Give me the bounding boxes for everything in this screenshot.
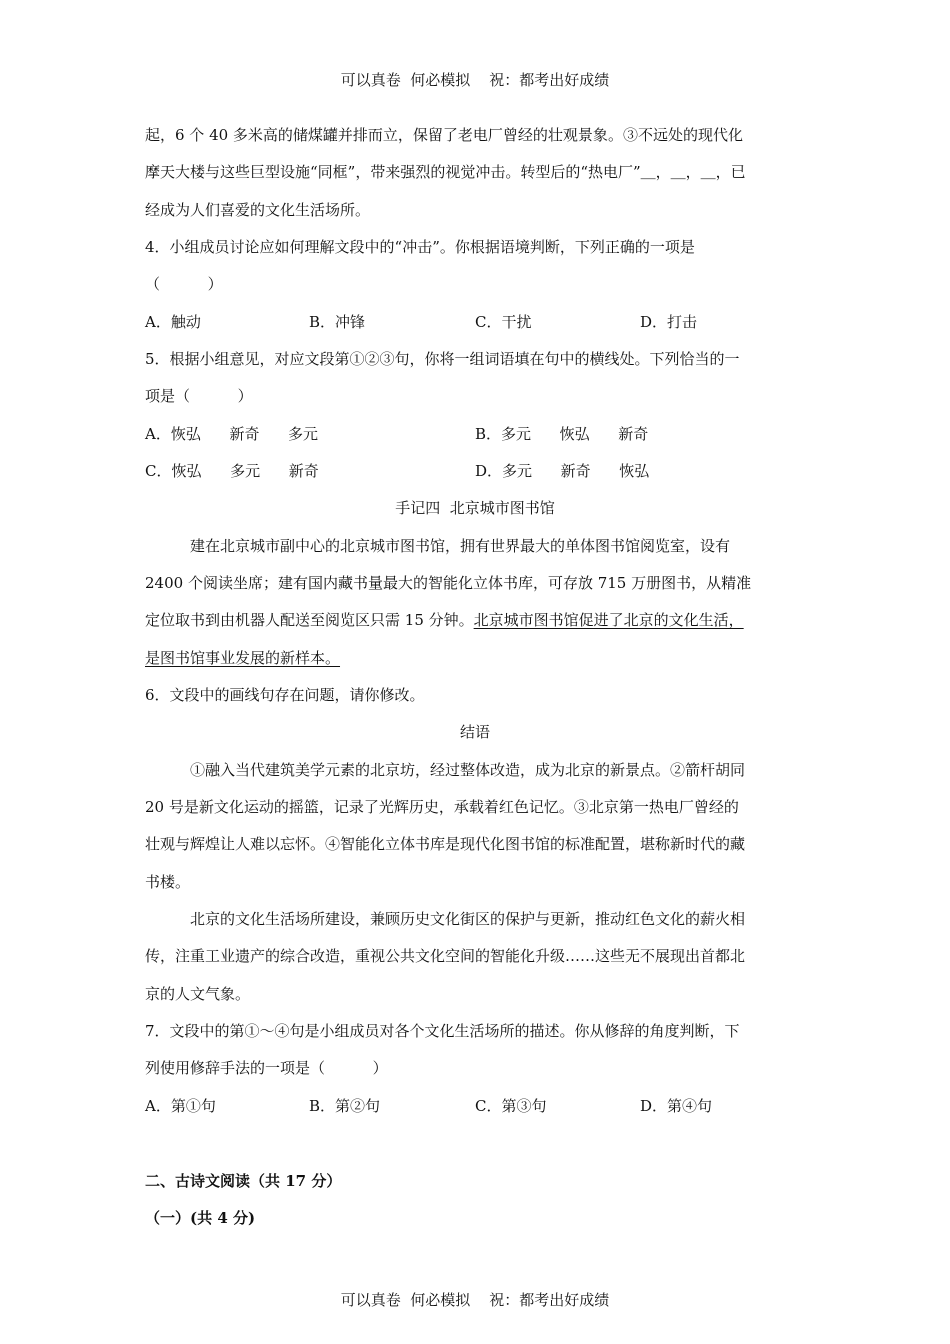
paragraph-line: 壮观与辉煌让人难以忘怀。④智能化立体书库是现代化图书馆的标准配置，堪称新时代的藏 (145, 835, 746, 853)
question-4-stem: 4．小组成员讨论应如何理解文段中的“冲击”。你根据语境判断，下列正确的一项是 (145, 238, 695, 256)
q5-option-c: C．恢弘 多元 新奇 (145, 462, 319, 480)
question-6: 6．文段中的画线句存在问题，请你修改。 (145, 686, 425, 704)
paragraph-line: 起，6 个 40 多米高的储煤罐并排而立，保留了老电厂曾经的壮观景象。③不远处的现代化 (145, 126, 743, 144)
paragraph-line: ①融入当代建筑美学元素的北京坊，经过整体改造，成为北京的新景点。②箭杆胡同 (190, 761, 746, 779)
question-5-stem: 5．根据小组意见，对应文段第①②③句，你将一组词语填在句中的横线处。下列恰当的一 (145, 350, 740, 368)
question-7-stem: 7．文段中的第①～④句是小组成员对各个文化生活场所的描述。你从修辞的角度判断，下 (145, 1022, 740, 1040)
paragraph-line: 京的人文气象。 (145, 985, 251, 1003)
question-4-answer-paren: （ ） (145, 275, 223, 293)
page-header: 可以真卷 何必模拟 祝：都考出好成绩 (340, 71, 610, 89)
paragraph-line: 北京的文化生活场所建设，兼顾历史文化街区的保护与更新，推动红色文化的薪火相 (190, 910, 746, 928)
paragraph-line: 摩天大楼与这些巨型设施“同框”，带来强烈的视觉冲击。转型后的“热电厂”＿，＿，＿，已 (145, 163, 746, 181)
q4-option-c: C．干扰 (475, 313, 532, 331)
section-title-note4: 手记四 北京城市图书馆 (395, 499, 555, 517)
paragraph-line: 20 号是新文化运动的摇篮，记录了光辉历史，承载着红色记忆。③北京第一热电厂曾经的 (145, 798, 739, 816)
page-footer: 可以真卷 何必模拟 祝：都考出好成绩 (340, 1291, 610, 1309)
q5-option-a: A．恢弘 新奇 多元 (145, 425, 319, 443)
section-title-conclusion: 结语 (459, 723, 490, 741)
question-5-stem-cont: 项是（ ） (145, 387, 253, 405)
q7-option-a: A．第①句 (145, 1097, 216, 1115)
q7-option-b: B．第②句 (309, 1097, 381, 1115)
q7-option-d: D．第④句 (640, 1097, 713, 1115)
paragraph-line: 建在北京城市副中心的北京城市图书馆，拥有世界最大的单体图书馆阅览室，设有 (190, 537, 731, 555)
underlined-sentence-cont: 是图书馆事业发展的新样本。 (145, 649, 341, 667)
paragraph-line: 2400 个阅读坐席；建有国内藏书量最大的智能化立体书库，可存放 715 万册图书，从精准 (145, 574, 752, 592)
plain-text: 定位取书到由机器人配送至阅览区只需 15 分钟。 (145, 611, 474, 629)
q4-option-a: A．触动 (145, 313, 201, 331)
q7-option-c: C．第③句 (475, 1097, 547, 1115)
paragraph-line (145, 610, 744, 630)
q5-option-b: B．多元 恢弘 新奇 (475, 425, 649, 443)
question-7-stem-cont: 列使用修辞手法的一项是（ ） (145, 1059, 388, 1077)
paragraph-line: 经成为人们喜爱的文化生活场所。 (145, 201, 371, 219)
subsection-heading: （一）(共 4 分) (145, 1209, 256, 1227)
underlined-sentence: 北京城市图书馆促进了北京的文化生活， (473, 611, 744, 629)
paragraph-line: 书楼。 (145, 873, 191, 891)
section-heading: 二、古诗文阅读（共 17 分） (145, 1172, 342, 1190)
q4-option-d: D．打击 (640, 313, 698, 331)
q4-option-b: B．冲锋 (309, 313, 366, 331)
q5-option-d: D．多元 新奇 恢弘 (475, 462, 650, 480)
paragraph-line: 传，注重工业遗产的综合改造，重视公共文化空间的智能化升级……这些无不展现出首都北 (145, 947, 746, 965)
